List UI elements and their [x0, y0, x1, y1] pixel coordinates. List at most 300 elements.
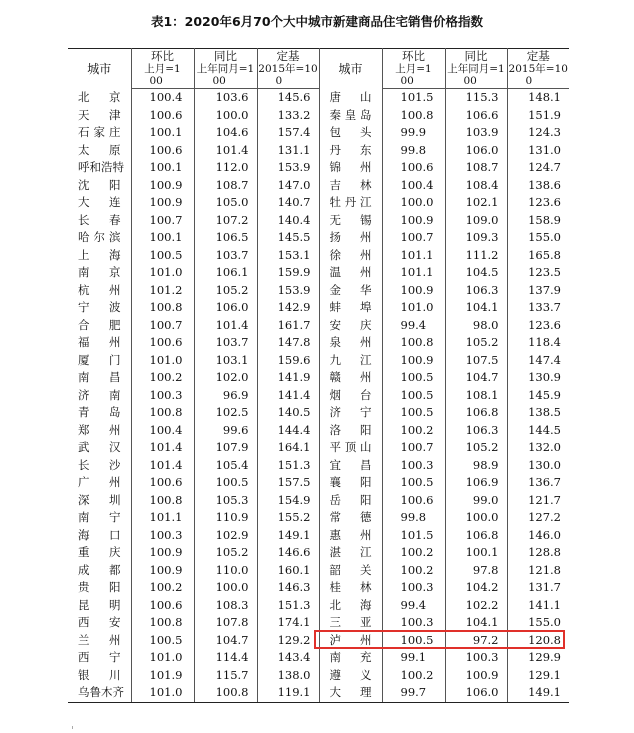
yoy-value-left: 105.4: [194, 457, 257, 475]
city-name-right: 秦皇岛: [319, 107, 382, 125]
mom-value-left: 100.9: [131, 177, 194, 195]
base-value-left: 140.5: [257, 404, 319, 422]
city-name-right: 济宁: [319, 404, 382, 422]
city-name-left: 西宁: [68, 649, 131, 667]
base-value-left: 142.9: [257, 299, 319, 317]
city-name-left: 银川: [68, 667, 131, 685]
yoy-value-left: 101.4: [194, 142, 257, 160]
base-value-right: 121.7: [528, 492, 561, 507]
city-name-left: 成都: [68, 562, 131, 580]
city-name-right: 金华: [319, 282, 382, 300]
base-value-right: 129.1: [528, 667, 561, 682]
base-value-left: 151.3: [257, 597, 319, 615]
base-value-right: 146.0: [528, 527, 561, 542]
mom-value-right: 99.4: [382, 597, 445, 615]
base-value-left: 157.5: [257, 474, 319, 492]
yoy-value-right: 106.8: [445, 404, 507, 422]
mom-value-right: 100.5: [382, 474, 445, 492]
city-name-right: 牡丹江: [319, 194, 382, 212]
city-name-left: 济南: [68, 387, 131, 405]
mom-value-left: 101.4: [131, 439, 194, 457]
table-row: [68, 509, 569, 527]
city-name-left: 南宁: [68, 509, 131, 527]
yoy-value-left: 100.0: [194, 579, 257, 597]
city-name-right: 吉林: [319, 177, 382, 195]
city-name-left: 沈阳: [68, 177, 131, 195]
yoy-value-left: 107.2: [194, 212, 257, 230]
base-value-left: 153.9: [257, 159, 319, 177]
city-name-right: 韶关: [319, 562, 382, 580]
table-row: [68, 177, 569, 195]
yoy-value-left: 100.8: [194, 684, 257, 702]
yoy-value-left: 105.2: [194, 282, 257, 300]
mom-value-right: 100.4: [382, 177, 445, 195]
base-value-right: 149.1: [507, 684, 569, 702]
yoy-value-right: 100.9: [445, 667, 507, 685]
mom-value-left: 100.4: [131, 89, 194, 107]
city-name-right: 泸州: [319, 632, 382, 650]
yoy-value-left: 108.3: [194, 597, 257, 615]
mom-value-left: 100.3: [131, 387, 194, 405]
city-name-left: 南昌: [68, 369, 131, 387]
city-name-left: 南京: [68, 264, 131, 282]
header-yoy-sub-left: 上年同月=1: [194, 63, 257, 76]
base-value-right: 124.3: [528, 125, 561, 139]
yoy-value-right: 98.0: [445, 317, 507, 335]
yoy-value-right: 104.2: [445, 579, 507, 597]
mom-value-right: 99.4: [382, 317, 445, 335]
mom-value-left: 100.1: [131, 229, 194, 247]
table-row: [68, 334, 569, 352]
mom-value-left: 100.6: [131, 597, 194, 615]
yoy-value-left: 101.4: [194, 317, 257, 335]
base-value-right: 131.0: [528, 142, 561, 157]
base-value-right: 132.0: [528, 440, 561, 454]
base-value-left: 157.4: [257, 124, 319, 142]
city-name-right: 宜昌: [319, 457, 382, 475]
mom-value-left: 100.3: [131, 527, 194, 545]
base-value-right: 145.9: [528, 387, 561, 402]
table-row: [68, 474, 569, 492]
city-name-left: 石家庄: [68, 124, 131, 142]
base-value-left: 153.1: [257, 247, 319, 265]
table-row: [68, 229, 569, 247]
header-mom-sub2-left: 00: [131, 76, 194, 89]
mom-value-right: 100.5: [382, 404, 445, 422]
mom-value-left: 100.2: [131, 369, 194, 387]
city-name-right: 桂林: [319, 579, 382, 597]
table-row: [68, 317, 569, 335]
yoy-value-left: 114.4: [194, 649, 257, 667]
city-name-right: 北海: [319, 597, 382, 615]
yoy-value-right: 108.7: [445, 159, 507, 177]
city-name-right: 安庆: [319, 317, 382, 335]
header-mom-right: 环比: [382, 49, 445, 64]
yoy-value-right: 105.2: [445, 334, 507, 352]
mom-value-left: 100.6: [131, 334, 194, 352]
yoy-value-right: 104.1: [445, 614, 507, 632]
mom-value-right: 100.7: [382, 229, 445, 247]
city-name-right: 岳阳: [319, 492, 382, 510]
base-value-left: 145.6: [257, 89, 319, 107]
mom-value-right: 100.8: [382, 334, 445, 352]
yoy-value-left: 102.0: [194, 369, 257, 387]
table-row: [68, 614, 569, 632]
yoy-value-left: 106.5: [194, 229, 257, 247]
city-name-right: 平顶山: [319, 439, 382, 457]
base-value-right: 141.1: [528, 597, 561, 612]
yoy-value-right: 106.9: [445, 474, 507, 492]
yoy-value-left: 107.9: [194, 439, 257, 457]
header-yoy-left: 同比: [194, 49, 257, 64]
header-base-right: 定基: [507, 49, 569, 64]
mom-value-right: 99.1: [382, 649, 445, 667]
base-value-left: 174.1: [257, 614, 319, 632]
table-row: [68, 264, 569, 282]
mom-value-right: 100.0: [382, 194, 445, 212]
yoy-value-left: 106.1: [194, 264, 257, 282]
city-name-left: 福州: [68, 334, 131, 352]
yoy-value-right: 104.7: [445, 369, 507, 387]
city-name-left: 深圳: [68, 492, 131, 510]
base-value-right: 144.5: [528, 422, 561, 437]
base-value-left: 146.6: [257, 544, 319, 562]
table-row: [68, 142, 569, 160]
base-value-left: 146.3: [257, 579, 319, 597]
mom-value-left: 100.8: [131, 299, 194, 317]
mom-value-right: 100.5: [382, 369, 445, 387]
city-name-right: 无锡: [319, 212, 382, 230]
base-value-right: 121.8: [528, 562, 561, 577]
city-name-left: 哈尔滨: [68, 229, 131, 247]
mom-value-left: 100.8: [131, 404, 194, 422]
base-value-left: 119.1: [257, 684, 319, 702]
base-value-left: 145.5: [257, 229, 319, 247]
header-yoy-sub2-left: 00: [194, 76, 257, 89]
table-row: [68, 124, 569, 142]
mom-value-left: 101.9: [131, 667, 194, 685]
table-row: [68, 387, 569, 405]
mom-value-right: 101.1: [382, 264, 445, 282]
yoy-value-left: 103.7: [194, 334, 257, 352]
city-name-right: 九江: [319, 352, 382, 370]
yoy-value-left: 102.5: [194, 404, 257, 422]
base-value-left: 160.1: [257, 562, 319, 580]
mom-value-left: 100.9: [131, 562, 194, 580]
mom-value-right: 100.3: [382, 614, 445, 632]
city-name-left: 广州: [68, 474, 131, 492]
yoy-value-left: 102.9: [194, 527, 257, 545]
mom-value-left: 100.1: [131, 124, 194, 142]
yoy-value-right: 99.0: [445, 492, 507, 510]
table-row: [68, 107, 569, 125]
mom-value-left: 100.8: [131, 492, 194, 510]
yoy-value-right: 103.9: [445, 124, 507, 142]
yoy-value-left: 108.7: [194, 177, 257, 195]
city-name-left: 海口: [68, 527, 131, 545]
table-row: [68, 369, 569, 387]
city-name-left: 太原: [68, 142, 131, 160]
city-name-right: 泉州: [319, 334, 382, 352]
city-name-left: 乌鲁木齐: [68, 684, 131, 702]
yoy-value-right: 100.1: [445, 544, 507, 562]
table-row: [68, 89, 569, 107]
base-value-left: 143.4: [257, 649, 319, 667]
base-value-right: 155.0: [528, 230, 561, 244]
city-name-left: 杭州: [68, 282, 131, 300]
base-value-right: 147.4: [528, 352, 561, 367]
header-yoy-sub2-right: 00: [445, 76, 507, 89]
header-yoy-sub-right: 上年同月=1: [445, 63, 507, 76]
yoy-value-left: 105.2: [194, 544, 257, 562]
city-name-right: 襄阳: [319, 474, 382, 492]
city-name-right: 南充: [319, 649, 382, 667]
header-base-sub2-right: 0: [507, 76, 569, 89]
mom-value-right: 100.7: [382, 439, 445, 457]
base-value-left: 159.6: [257, 352, 319, 370]
base-value-left: 151.3: [257, 457, 319, 475]
city-name-left: 长春: [68, 212, 131, 230]
city-name-left: 大连: [68, 194, 131, 212]
mom-value-right: 100.5: [382, 387, 445, 405]
mom-value-right: 100.2: [382, 422, 445, 440]
table-row: [68, 579, 569, 597]
city-name-left: 天津: [68, 107, 131, 125]
table-row: [68, 667, 569, 685]
table-row: [68, 159, 569, 177]
yoy-value-left: 110.9: [194, 509, 257, 527]
yoy-value-left: 104.7: [194, 632, 257, 650]
header-city-right: 城市: [319, 49, 382, 89]
yoy-value-left: 99.6: [194, 422, 257, 440]
table-row: [68, 299, 569, 317]
table-row: [68, 422, 569, 440]
base-value-left: 153.9: [257, 282, 319, 300]
table-row: [68, 247, 569, 265]
base-value-right: 123.6: [528, 195, 561, 209]
city-name-right: 徐州: [319, 247, 382, 265]
base-value-right: 131.7: [528, 580, 561, 594]
mom-value-right: 101.1: [382, 247, 445, 265]
city-name-right: 锦州: [319, 159, 382, 177]
city-name-right: 烟台: [319, 387, 382, 405]
header-base-sub-right: 2015年=10: [508, 63, 568, 75]
city-name-left: 上海: [68, 247, 131, 265]
yoy-value-left: 100.5: [194, 474, 257, 492]
base-value-left: 144.4: [257, 422, 319, 440]
city-name-right: 遵义: [319, 667, 382, 685]
mom-value-left: 100.1: [131, 159, 194, 177]
city-name-left: 呼和浩特: [68, 159, 131, 177]
city-name-left: 青岛: [68, 404, 131, 422]
base-value-left: 154.9: [257, 492, 319, 510]
yoy-value-left: 110.0: [194, 562, 257, 580]
table-row: [68, 632, 569, 650]
table-row: [68, 527, 569, 545]
base-value-left: 131.1: [257, 142, 319, 160]
mom-value-left: 101.4: [131, 457, 194, 475]
mom-value-left: 100.9: [131, 544, 194, 562]
header-base-sub-left: 2015年=10: [258, 63, 318, 75]
base-value-right: 158.9: [528, 212, 561, 227]
base-value-left: 129.2: [257, 632, 319, 650]
base-value-right: 136.7: [528, 475, 561, 489]
header-mom-sub2-right: 00: [382, 76, 445, 89]
yoy-value-right: 100.0: [445, 509, 507, 527]
base-value-left: 159.9: [257, 264, 319, 282]
yoy-value-right: 100.3: [445, 649, 507, 667]
base-value-left: 147.0: [257, 177, 319, 195]
yoy-value-right: 104.1: [445, 299, 507, 317]
city-name-left: 厦门: [68, 352, 131, 370]
table-row: [68, 352, 569, 370]
base-value-left: 164.1: [257, 439, 319, 457]
yoy-value-left: 104.6: [194, 124, 257, 142]
yoy-value-left: 100.0: [194, 107, 257, 125]
city-name-right: 湛江: [319, 544, 382, 562]
yoy-value-left: 107.8: [194, 614, 257, 632]
table-row: [68, 194, 569, 212]
city-name-left: 西安: [68, 614, 131, 632]
base-value-right: 133.7: [528, 300, 561, 314]
table-row: [68, 282, 569, 300]
city-name-left: 兰州: [68, 632, 131, 650]
mom-value-left: 100.7: [131, 212, 194, 230]
yoy-value-right: 102.1: [445, 194, 507, 212]
mom-value-left: 100.4: [131, 422, 194, 440]
base-value-left: 141.9: [257, 369, 319, 387]
yoy-value-left: 96.9: [194, 387, 257, 405]
mom-value-left: 101.0: [131, 684, 194, 702]
city-name-right: 赣州: [319, 369, 382, 387]
city-name-left: 贵阳: [68, 579, 131, 597]
yoy-value-right: 106.8: [445, 527, 507, 545]
mom-value-right: 100.2: [382, 667, 445, 685]
city-name-right: 惠州: [319, 527, 382, 545]
yoy-value-left: 103.7: [194, 247, 257, 265]
base-value-right: 138.6: [528, 177, 561, 192]
mom-value-left: 101.2: [131, 282, 194, 300]
yoy-value-left: 103.1: [194, 352, 257, 370]
base-value-right: 155.0: [528, 615, 561, 629]
city-name-left: 昆明: [68, 597, 131, 615]
city-name-left: 长沙: [68, 457, 131, 475]
yoy-value-right: 107.5: [445, 352, 507, 370]
base-value-right: 137.9: [528, 282, 561, 297]
city-name-right: 常德: [319, 509, 382, 527]
yoy-value-right: 109.0: [445, 212, 507, 230]
mom-value-right: 100.2: [382, 544, 445, 562]
mom-value-left: 100.5: [131, 247, 194, 265]
header-city-left: 城市: [68, 49, 131, 89]
mom-value-left: 100.6: [131, 107, 194, 125]
mom-value-right: 99.8: [382, 142, 445, 160]
page-corner-mark: [72, 726, 76, 729]
mom-value-right: 99.8: [382, 509, 445, 527]
base-value-left: 140.4: [257, 212, 319, 230]
base-value-left: 138.0: [257, 667, 319, 685]
city-name-left: 合肥: [68, 317, 131, 335]
city-name-right: 温州: [319, 264, 382, 282]
city-name-right: 三亚: [319, 614, 382, 632]
mom-value-left: 100.6: [131, 142, 194, 160]
header-base-sub2-left: 0: [257, 76, 319, 89]
header-base-left: 定基: [257, 49, 319, 64]
table-row: [68, 457, 569, 475]
base-value-right: 120.8: [528, 632, 561, 647]
base-value-right: 124.7: [528, 160, 561, 174]
city-name-left: 郑州: [68, 422, 131, 440]
base-value-right: 130.0: [528, 457, 561, 472]
yoy-value-right: 106.3: [445, 282, 507, 300]
base-value-right: 129.9: [528, 650, 561, 664]
mom-value-left: 101.0: [131, 264, 194, 282]
table-row: [68, 597, 569, 615]
mom-value-left: 101.1: [131, 509, 194, 527]
table-row: [68, 439, 569, 457]
yoy-value-right: 106.3: [445, 422, 507, 440]
mom-value-right: 100.8: [382, 107, 445, 125]
yoy-value-right: 105.2: [445, 439, 507, 457]
base-value-left: 147.8: [257, 334, 319, 352]
mom-value-left: 100.7: [131, 317, 194, 335]
yoy-value-left: 112.0: [194, 159, 257, 177]
mom-value-right: 100.2: [382, 562, 445, 580]
mom-value-right: 100.3: [382, 457, 445, 475]
base-value-left: 141.4: [257, 387, 319, 405]
city-name-right: 丹东: [319, 142, 382, 160]
yoy-value-left: 105.0: [194, 194, 257, 212]
mom-value-left: 100.5: [131, 632, 194, 650]
mom-value-left: 100.9: [131, 194, 194, 212]
table-row: [68, 649, 569, 667]
mom-value-left: 100.2: [131, 579, 194, 597]
base-value-right: 118.4: [528, 335, 561, 349]
header-mom-sub-left: 上月=1: [131, 63, 194, 76]
base-value-right: 151.9: [528, 107, 561, 122]
city-name-right: 蚌埠: [319, 299, 382, 317]
mom-value-right: 99.9: [382, 124, 445, 142]
price-index-table: [68, 48, 569, 703]
yoy-value-right: 109.3: [445, 229, 507, 247]
yoy-value-right: 98.9: [445, 457, 507, 475]
mom-value-right: 100.9: [382, 212, 445, 230]
yoy-value-left: 115.7: [194, 667, 257, 685]
city-name-left: 北京: [68, 89, 131, 107]
table-title: 表1：2020年6月70个大中城市新建商品住宅销售价格指数: [150, 14, 484, 29]
mom-value-right: 100.3: [382, 579, 445, 597]
yoy-value-right: 115.3: [445, 89, 507, 107]
city-name-right: 扬州: [319, 229, 382, 247]
header-mom-sub-right: 上月=1: [382, 63, 445, 76]
yoy-value-left: 103.6: [194, 89, 257, 107]
table-row: [68, 212, 569, 230]
base-value-left: 140.7: [257, 194, 319, 212]
base-value-left: 161.7: [257, 317, 319, 335]
header-mom-left: 环比: [131, 49, 194, 64]
base-value-right: 127.2: [528, 510, 561, 524]
yoy-value-right: 108.4: [445, 177, 507, 195]
mom-value-right: 100.9: [382, 352, 445, 370]
mom-value-right: 101.5: [382, 527, 445, 545]
header-yoy-right: 同比: [445, 49, 507, 64]
yoy-value-right: 102.2: [445, 597, 507, 615]
mom-value-right: 100.5: [382, 632, 445, 650]
mom-value-right: 101.0: [382, 299, 445, 317]
city-name-right: 洛阳: [319, 422, 382, 440]
base-value-right: 123.6: [528, 317, 561, 332]
city-name-left: 宁波: [68, 299, 131, 317]
